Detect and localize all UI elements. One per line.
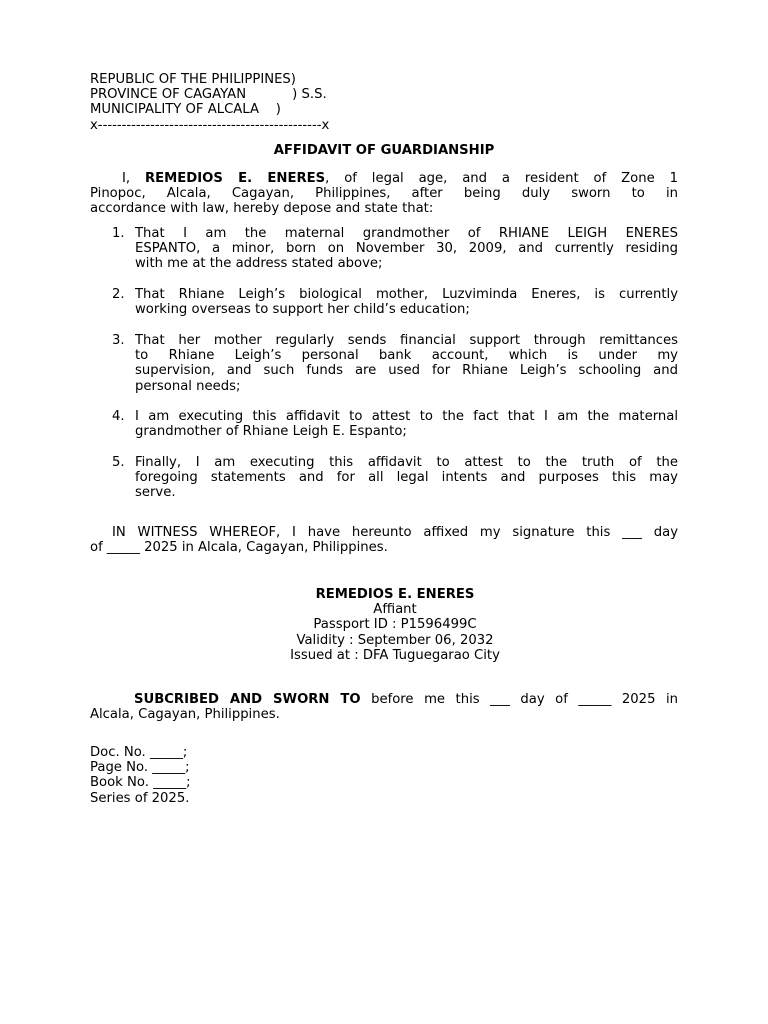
item-text: Finally, I am executing this affidavit to attest to the truth of the foregoing statements and for all legal intents and purposes this may serve. bbox=[135, 455, 678, 501]
book-number: Book No. _____; bbox=[90, 775, 191, 791]
affiant-signature-block bbox=[100, 587, 690, 663]
intro-paragraph bbox=[90, 171, 678, 217]
item-text: I am executing this affidavit to attest to the fact that I am the maternal grandmother of Rhiane Leigh E. Espanto; bbox=[135, 409, 678, 440]
jurat-line-1: SUBCRIBED AND SWORN TO before me this ___ day of _____ 2025 in bbox=[134, 692, 678, 707]
passport-issued-at: Issued at : DFA Tuguegarao City bbox=[290, 647, 500, 663]
item-number: 5. bbox=[112, 455, 125, 470]
jurat-line-2: Alcala, Cagayan, Philippines. bbox=[90, 707, 280, 723]
page-number: Page No. _____; bbox=[90, 760, 190, 776]
affiant-role: Affiant bbox=[373, 602, 417, 618]
caption-province: PROVINCE OF CAGAYAN ) S.S. bbox=[90, 87, 327, 103]
intro-line-3: accordance with law, hereby depose and state that: bbox=[90, 201, 434, 217]
witness-line-1: IN WITNESS WHEREOF, I have hereunto affixed my signature this ___ day bbox=[112, 525, 678, 540]
notarial-register bbox=[90, 745, 678, 806]
doc-number: Doc. No. _____; bbox=[90, 745, 188, 760]
item-number: 1. bbox=[112, 226, 125, 241]
intro-line-1: I, REMEDIOS E. ENERES, of legal age, and a resident of Zone 1 bbox=[122, 171, 678, 186]
caption-divider: x-----------------------------------------------x bbox=[90, 117, 330, 133]
affiant-name: REMEDIOS E. ENERES bbox=[315, 587, 475, 602]
item-text: That I am the maternal grandmother of RHIANE LEIGH ENERES ESPANTO, a minor, born on November 30, 2009, and currently residing with me at the address stated above; bbox=[135, 226, 678, 272]
item-number: 3. bbox=[112, 333, 125, 348]
caption-municipality: MUNICIPALITY OF ALCALA ) bbox=[90, 102, 281, 118]
item-number: 4. bbox=[112, 409, 125, 424]
item-text: That her mother regularly sends financial support through remittances to Rhiane Leigh’s personal bank account, which is under my supervision, and such funds are used for Rhiane Leigh’s schooling and personal needs; bbox=[135, 333, 678, 394]
item-number: 2. bbox=[112, 287, 125, 302]
caption-republic: REPUBLIC OF THE PHILIPPINES) bbox=[90, 72, 296, 87]
affiant-name-inline: REMEDIOS E. ENERES bbox=[144, 171, 326, 186]
intro-line-2: Pinopoc, Alcala, Cagayan, Philippines, after being duly sworn to in bbox=[90, 186, 678, 202]
series-year: Series of 2025. bbox=[90, 790, 190, 806]
witness-line-2: of _____ 2025 in Alcala, Cagayan, Philippines. bbox=[90, 540, 388, 556]
witness-paragraph bbox=[90, 525, 678, 555]
document-title: AFFIDAVIT OF GUARDIANSHIP bbox=[273, 143, 495, 158]
passport-id: Passport ID : P1596499C bbox=[313, 617, 477, 633]
venue-caption bbox=[90, 72, 678, 133]
jurat-heading: SUBCRIBED AND SWORN TO bbox=[134, 692, 361, 707]
item-text: That Rhiane Leigh’s biological mother, Luzviminda Eneres, is currently working overseas to support her child’s education; bbox=[135, 287, 678, 318]
jurat-paragraph bbox=[90, 692, 678, 722]
passport-validity: Validity : September 06, 2032 bbox=[296, 632, 494, 648]
